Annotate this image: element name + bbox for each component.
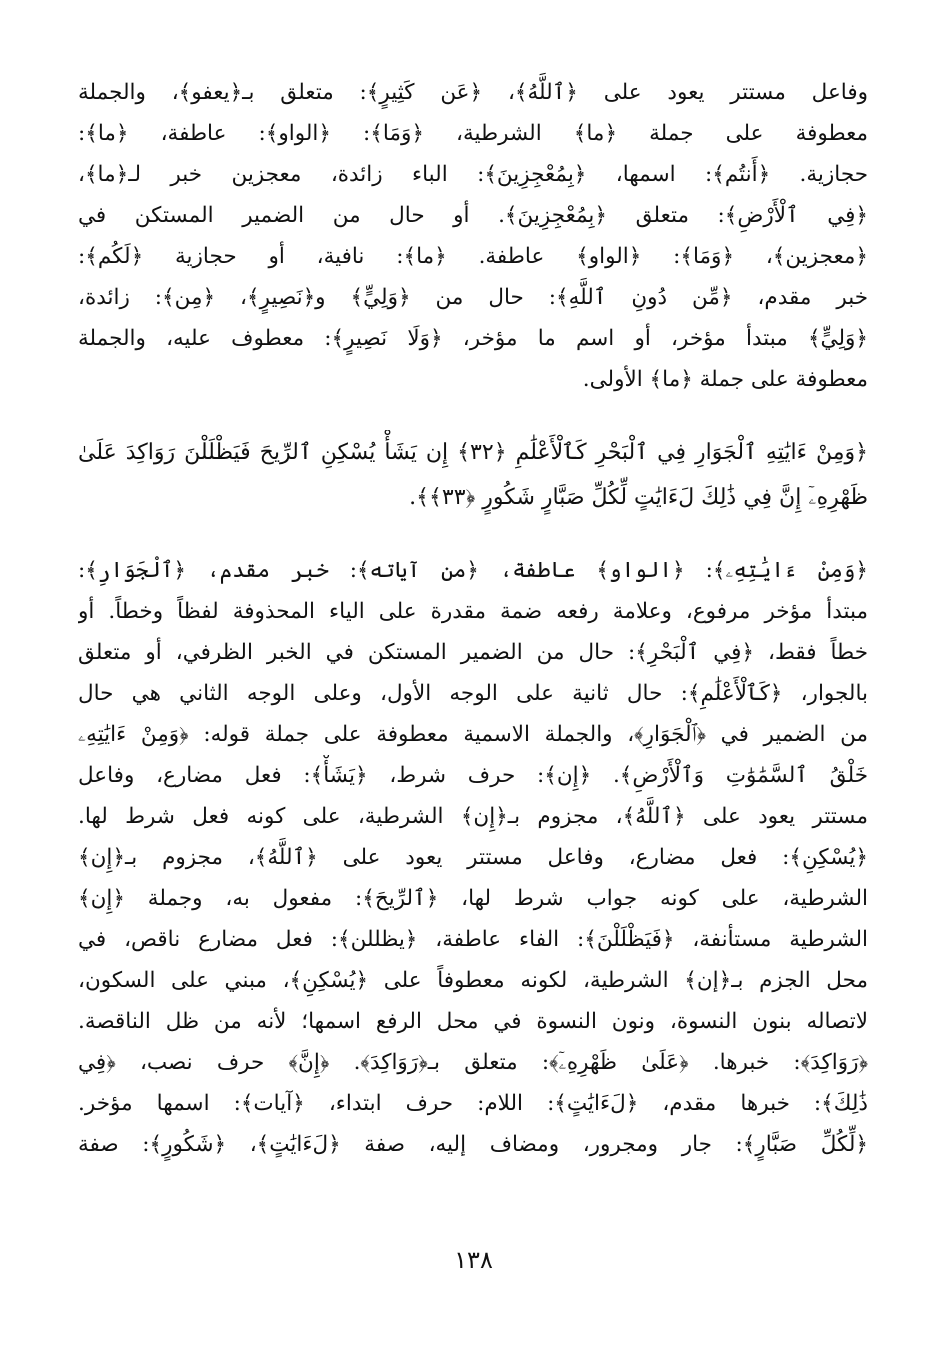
paragraph-2 <box>78 550 868 1165</box>
text-line: بالجوار، ﴿كَٱلْأَعْلَٰمِ﴾: حال ثانية على الوجه الأول، وعلى الوجه الثاني هي حال <box>78 681 868 706</box>
paragraph-1 <box>78 72 868 400</box>
verse-line: ظَهْرِهِۦٓ إِنَّ فِي ذَٰلِكَ لَءَايَٰتٍ لِّكُلِّ صَبَّارٍ شَكُورٍ ﴿٣٣﴾﴾. <box>409 485 868 510</box>
text-line: مستتر يعود على ﴿ٱللَّهُ﴾، مجزوم بـ﴿إِن﴾ الشرطية، على كونه فعل شرط لها. <box>78 804 868 829</box>
text-line: ﴿وَلِيٍّ﴾ مبتدأ مؤخر، أو اسم ما مؤخر، ﴿وَلَا نَصِيرٍ﴾: معطوف عليه، والجملة <box>78 326 868 351</box>
text-line: خبر مقدم، ﴿مِّن دُونِ ٱللَّهِ﴾: حال من ﴿وَلِيٍّ﴾ و﴿نَصِيرٍ﴾، ﴿مِن﴾: زائدة، <box>78 285 868 310</box>
text-line: ﴿رَوَاكِدَ﴾: خبرها. ﴿عَلَىٰ ظَهْرِهِۦٓ﴾: متعلق بـ﴿رَوَاكِدَ﴾. ﴿إِنَّ﴾ حرف نصب، ﴿فِي <box>78 1050 868 1075</box>
page-body <box>78 72 868 1165</box>
text-line: لاتصاله بنون النسوة، ونون النسوة في محل الرفع اسمها؛ لأنه من ظل الناقصة. <box>78 1009 868 1034</box>
text-line: ذَٰلِكَ﴾: خبرها مقدم، ﴿لَءَايَٰتٍ﴾: اللام: حرف ابتداء، ﴿آيات﴾: اسمها مؤخر. <box>78 1091 868 1116</box>
text-line: خطاً فقط، ﴿فِي ٱلْبَحْرِ﴾: حال من الضمير المستكن في الخبر الظرفي، أو متعلق <box>78 640 868 665</box>
text-line: ﴿لِّكُلِّ صَبَّارٍ﴾: جار ومجرور، ومضاف إليه، صفة ﴿لَءَايَٰتٍ﴾، ﴿شَكُورٍ﴾: صفة <box>78 1132 868 1157</box>
text-line: معطوفة على جملة ﴿ما﴾ الشرطية، ﴿وَمَا﴾: ﴿الواو﴾: عاطفة، ﴿ما﴾: <box>78 121 868 146</box>
text-line: ﴿وَمِنْ ءَايَٰتِهِۦ﴾: ﴿الواو﴾ عاطفة، ﴿من آياته﴾: خبر مقدم، ﴿ٱلْجَوَارِ﴾: <box>78 558 868 583</box>
text-line: مبتدأ مؤخر مرفوع، وعلامة رفعه ضمة مقدرة على الياء المحذوفة لفظاً وخطاً. أو <box>78 599 868 624</box>
page-number: ١٣٨ <box>454 1246 493 1274</box>
text-line: من الضمير في ﴿ٱلْجَوَارِ﴾، والجملة الاسمية معطوفة على جملة قوله: ﴿وَمِنْ ءَايَٰتِهِۦ <box>78 722 868 747</box>
text-line: خَلْقُ ٱلسَّمَٰوَٰتِ وَٱلْأَرْضِ﴾. ﴿إِن﴾: حرف شرط، ﴿يَشَأْ﴾: فعل مضارع، وفاعل <box>78 763 868 788</box>
verse-line: ﴿وَمِنْ ءَايَٰتِهِ ٱلْجَوَارِ فِي ٱلْبَحْرِ كَٱلْأَعْلَٰمِ ﴿٣٢﴾ إِن يَشَأْ يُسْكِنِ ٱلرِّيحَ فَيَظْلَلْنَ رَوَاكِدَ عَلَىٰ <box>78 440 868 465</box>
text-line: وفاعل مستتر يعود على ﴿ٱللَّهُ﴾، ﴿عَن كَثِيرٍ﴾: متعلق بـ﴿يعفو﴾، والجملة <box>78 80 868 105</box>
text-line: محل الجزم بـ﴿إن﴾ الشرطية، لكونه معطوفاً على ﴿يُسْكِنِ﴾، مبني على السكون، <box>78 968 868 993</box>
text-line: حجازية. ﴿أَنتُم﴾: اسمها، ﴿بِمُعْجِزِينَ﴾: الباء زائدة، معجزين خبر لـ﴿ما﴾، <box>78 162 868 187</box>
text-line: الشرطية، على كونه جواب شرط لها، ﴿ٱلرِّيحَ﴾: مفعول به، وجملة ﴿إِن﴾ <box>78 886 868 911</box>
text-line: ﴿معجزين﴾، ﴿وَمَا﴾: ﴿الواو﴾ عاطفة. ﴿ما﴾: نافية، أو حجازية ﴿لَكُم﴾: <box>78 244 868 269</box>
text-line: الشرطية مستأنفة، ﴿فَيَظْلَلْنَ﴾: الفاء عاطفة، ﴿يظللن﴾: فعل مضارع ناقص، في <box>78 927 868 952</box>
text-line: ﴿يُسْكِنِ﴾: فعل مضارع، وفاعل مستتر يعود على ﴿ٱللَّهُ﴾، مجزوم بـ﴿إِن﴾ <box>78 845 868 870</box>
quran-verse <box>78 430 868 520</box>
text-line: ﴿فِي ٱلْأَرْضِ﴾: متعلق ﴿بِمُعْجِزِينَ﴾. أو حال من الضمير المستكن في <box>78 203 868 228</box>
text-line: معطوفة على جملة ﴿ما﴾ الأولى. <box>582 367 868 392</box>
